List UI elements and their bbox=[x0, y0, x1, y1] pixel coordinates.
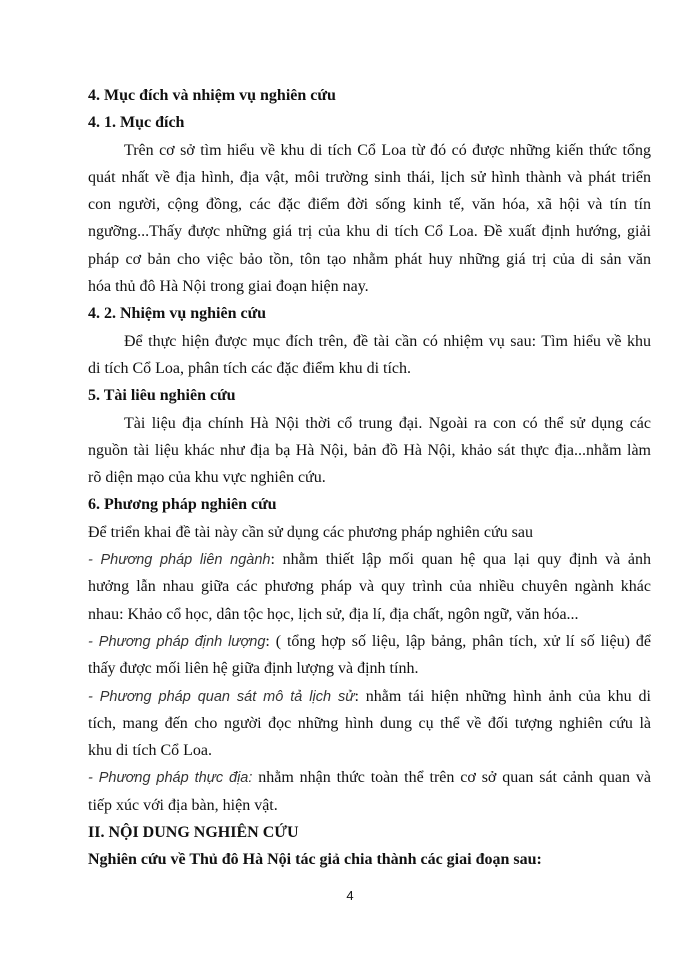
text-line: con người, cộng đồng, các đặc điểm đời sống kinh tế, văn hóa, xã hội và tín tín bbox=[88, 196, 651, 214]
method-label: - Phương pháp định lượng bbox=[88, 633, 266, 650]
method-label: - Phương pháp quan sát mô tả lịch sử bbox=[88, 688, 355, 705]
text-line: pháp cơ bản cho việc bảo tồn, tôn tạo nhằm phát huy những giá trị của di sản văn bbox=[88, 250, 651, 268]
text-line: khu di tích Cổ Loa. bbox=[88, 742, 212, 760]
heading-4: 4. Mục đích và nhiệm vụ nghiên cứu bbox=[88, 87, 336, 104]
methods-intro: Để triển khai đề tài này cần sử dụng các phương pháp nghiên cứu sau bbox=[88, 523, 534, 541]
text-line: tiếp xúc với địa bàn, hiện vật. bbox=[88, 796, 278, 814]
heading-5: 5. Tài liêu nghiên cứu bbox=[88, 387, 236, 405]
text-line: ngưỡng...Thấy được những giá trị của khu di tích Cổ Loa. Đề xuất định hướng, giải bbox=[88, 223, 651, 241]
text-line: Để thực hiện được mục đích trên, đề tài cần có nhiệm vụ sau: Tìm hiểu về khu bbox=[124, 332, 651, 350]
heading-4-1: 4. 1. Mục đích bbox=[88, 114, 185, 132]
text-line: hóa thủ đô Hà Nội trong giai đoạn hiện nay. bbox=[88, 278, 369, 296]
method-label: - Phương pháp thực địa: bbox=[88, 770, 253, 787]
text-line: rõ diện mạo của khu vực nghiên cứu. bbox=[88, 469, 326, 487]
document-page bbox=[88, 82, 651, 874]
text-line: quát nhất về địa hình, địa vật, môi trường sinh thái, lịch sử hình thành và phát triển bbox=[88, 168, 651, 186]
text-line: : ( tổng hợp số liệu, lập bảng, phân tích, xử lí số liệu) để bbox=[265, 632, 651, 650]
heading-4-2: 4. 2. Nhiệm vụ nghiên cứu bbox=[88, 305, 267, 323]
text-line: di tích Cổ Loa, phân tích các đặc điểm khu di tích. bbox=[88, 359, 412, 377]
paragraph-tasks bbox=[88, 328, 651, 383]
method-quantitative bbox=[88, 628, 651, 683]
text-line: thấy được mối liên hệ giữa định lượng và định tính. bbox=[88, 660, 419, 678]
text-line: : nhằm tái hiện những hình ảnh của khu di bbox=[354, 687, 651, 705]
text-line: : nhằm thiết lập mối quan hệ qua lại quy định và ảnh bbox=[270, 551, 651, 569]
text-line: hưởng lẫn nhau giữa các phương pháp và quy trình của nhiều chuyên ngành khác bbox=[88, 578, 651, 596]
method-observation bbox=[88, 683, 651, 765]
text-line: Trên cơ sở tìm hiểu về khu di tích Cổ Loa từ đó có được những kiến thức tổng bbox=[124, 141, 651, 159]
text-line: Tài liệu địa chính Hà Nội thời cổ trung đại. Ngoài ra con có thể sử dụng các bbox=[124, 414, 651, 432]
text-line: nhau: Khảo cổ học, dân tộc học, lịch sử, địa lí, địa chất, ngôn ngữ, văn hóa... bbox=[88, 605, 579, 623]
method-fieldwork bbox=[88, 764, 651, 819]
paragraph-sources bbox=[88, 410, 651, 492]
text-line: tích, mang đến cho người đọc những hình dung cụ thể về đối tượng nghiên cứu là bbox=[88, 714, 651, 732]
method-interdisciplinary bbox=[88, 546, 651, 628]
heading-section-2: II. NỘI DUNG NGHIÊN CỨU bbox=[88, 824, 299, 842]
heading-6: 6. Phương pháp nghiên cứu bbox=[88, 496, 277, 514]
paragraph-purpose bbox=[88, 137, 651, 301]
section-2-intro: Nghiên cứu về Thủ đô Hà Nội tác giả chia thành các giai đoạn sau: bbox=[88, 851, 542, 869]
text-line: nguồn tài liệu khác như địa bạ Hà Nội, bản đồ Hà Nội, khảo sát thực địa...nhằm làm bbox=[88, 441, 651, 459]
method-label: - Phương pháp liên ngành bbox=[88, 552, 271, 569]
page-number: 4 bbox=[346, 888, 354, 903]
text-line: nhằm nhận thức toàn thể trên cơ sở quan sát cảnh quan và bbox=[252, 769, 651, 787]
